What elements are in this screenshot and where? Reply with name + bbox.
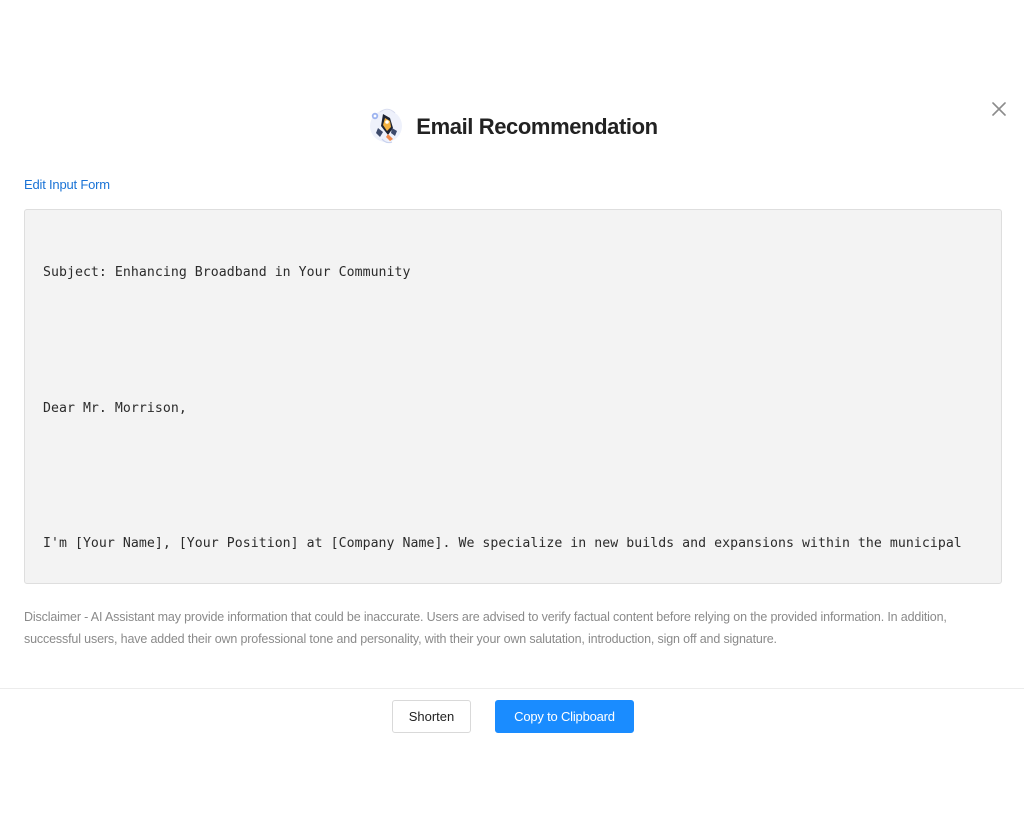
- modal-header: [0, 100, 1024, 154]
- copy-to-clipboard-button[interactable]: Copy to Clipboard: [495, 700, 634, 733]
- rocket-lightbulb-icon: [366, 104, 410, 150]
- modal-title: Email Recommendation: [416, 114, 658, 139]
- email-line: I'm [Your Name], [Your Position] at [Company Name]. We specialize in new builds and expansions within the municipal: [43, 536, 962, 552]
- edit-input-form-link[interactable]: Edit Input Form: [24, 177, 110, 192]
- email-line: Subject: Enhancing Broadband in Your Community: [43, 265, 411, 281]
- email-line: [43, 466, 983, 489]
- disclaimer-text: Disclaimer - AI Assistant may provide information that could be inaccurate. Users are advised to verify factual content before relying on the provided information. In addition, successful users, have added their own professional tone and personality, with their your own salutation, introduction, sign off and signature.: [24, 610, 947, 646]
- email-body-textarea[interactable]: [24, 209, 1002, 584]
- email-line: Dear Mr. Morrison,: [43, 400, 187, 416]
- shorten-button[interactable]: Shorten: [392, 700, 471, 733]
- footer-divider: [0, 688, 1024, 689]
- email-line: [43, 330, 983, 353]
